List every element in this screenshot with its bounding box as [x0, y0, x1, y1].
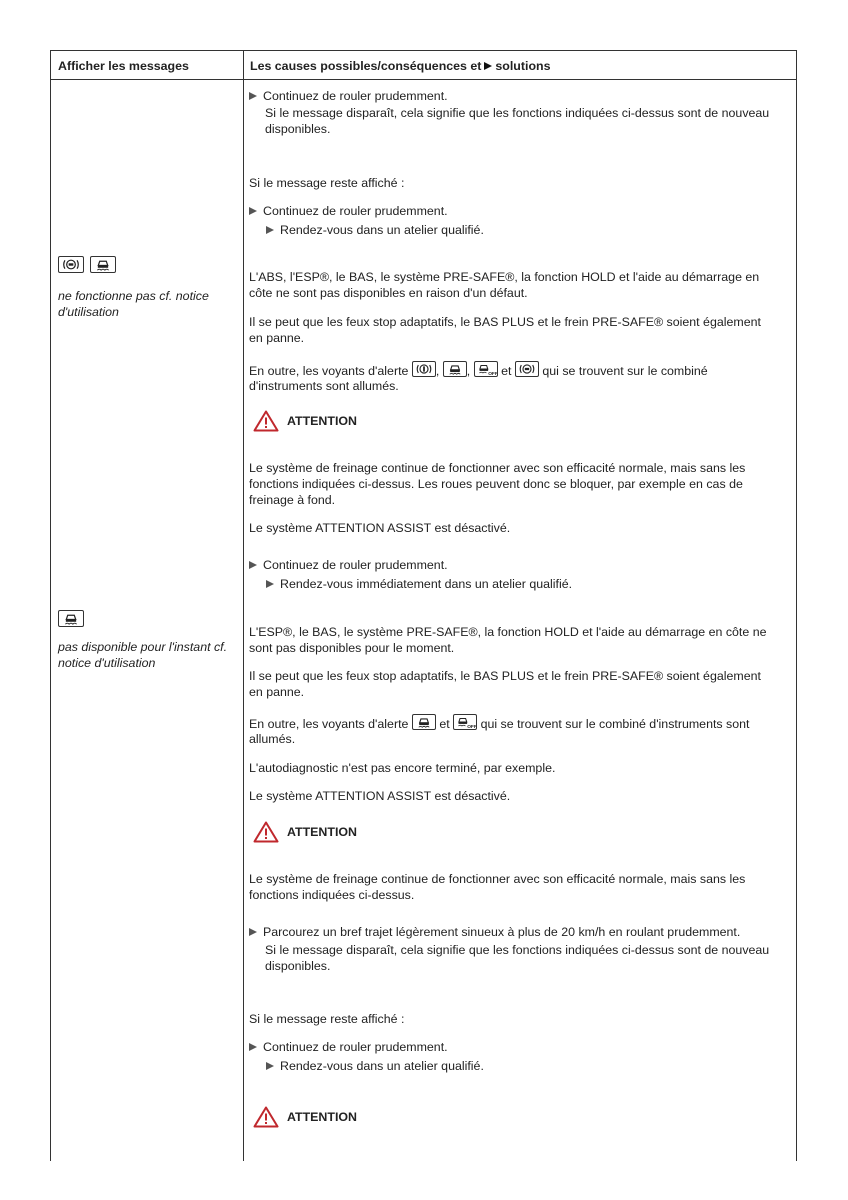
arrow-bullet-icon [266, 580, 274, 588]
attention-label-1: ATTENTION [287, 414, 357, 428]
brake-warning-icon [515, 361, 539, 377]
warning-triangle-icon [253, 410, 279, 432]
arrow-bullet-icon [249, 928, 257, 936]
bullet-continue-1-line3: disponibles. [265, 122, 331, 136]
abs-warning-icon [58, 256, 84, 273]
comma: , [466, 364, 471, 378]
s1-p2-line2: en panne. [249, 331, 305, 345]
bullet-text: Parcourez un bref trajet légèrement sinueux à plus de 20 km/h en roulant prudemment. [263, 925, 741, 939]
para-reste-1: Si le message reste affiché : [249, 176, 405, 190]
comma: , [435, 364, 440, 378]
bullet-text: Continuez de rouler prudemment. [263, 1040, 448, 1054]
arrow-bullet-icon [249, 92, 257, 100]
bullet-continue-3 [249, 557, 448, 573]
esp-off-icon [453, 714, 477, 730]
and-text: et [501, 364, 512, 378]
bullet-text: Rendez-vous dans un atelier qualifié. [280, 1059, 484, 1073]
esp-warning-icon [58, 610, 84, 627]
col-header-causes-text: Les causes possibles/conséquences et [250, 59, 482, 73]
arrow-bullet-icon [249, 561, 257, 569]
msg2-desc-line1: pas disponible pour l'instant cf. [58, 640, 228, 654]
s2-line1: L'ESP®, le BAS, le système PRE-SAFE®, la fonction HOLD et l'aide au démarrage en côte ne [249, 625, 767, 639]
s2-line2: sont pas disponibles pour le moment. [249, 641, 455, 655]
attention-label-2: ATTENTION [287, 825, 357, 839]
s1-p3-text-b: qui se trouvent sur le combiné [542, 364, 708, 378]
s2-p2-line2: en panne. [249, 685, 305, 699]
s2-p3-line1 [249, 714, 749, 732]
s2-p3-text-a: En outre, les voyants d'alerte [249, 717, 409, 731]
arrow-right-icon [484, 62, 492, 70]
s2-p6-line1: Le système de freinage continue de fonctionner avec son efficacité normale, mais sans les [249, 872, 746, 886]
esp-warning-icon [412, 714, 436, 730]
msg1-icons [58, 256, 116, 275]
s1-p2-line1: Il se peut que les feux stop adaptatifs, le BAS PLUS et le frein PRE-SAFE® soient également [249, 315, 761, 329]
s2-p2-line1: Il se peut que les feux stop adaptatifs, le BAS PLUS et le frein PRE-SAFE® soient également [249, 669, 761, 683]
bullet-text: Continuez de rouler prudemment. [263, 558, 448, 572]
s1-p3-line1 [249, 361, 708, 379]
s1-p5: Le système ATTENTION ASSIST est désactivé. [249, 521, 511, 535]
esp-off-icon [474, 361, 498, 377]
arrow-bullet-icon [266, 1062, 274, 1070]
arrow-bullet-icon [266, 226, 274, 234]
bullet-atelier-2 [266, 576, 572, 592]
column-divider [243, 51, 244, 1161]
bullet-continue-1-line2: Si le message disparaît, cela signifie que les fonctions indiquées ci-dessus sont de nouveau [265, 106, 770, 120]
bullet-continue-2 [249, 203, 448, 219]
bullet-trajet-line3: disponibles. [265, 959, 331, 973]
arrow-bullet-icon [249, 1043, 257, 1051]
col-header-solutions-text: solutions [495, 59, 551, 73]
bullet-continue-4 [249, 1039, 448, 1055]
s1-p4-line1: Le système de freinage continue de fonctionner avec son efficacité normale, mais sans les [249, 461, 746, 475]
bullet-atelier-1 [266, 222, 484, 238]
s1-line2: côte ne sont pas disponibles en raison d'un défaut. [249, 286, 528, 300]
bullet-text: Rendez-vous dans un atelier qualifié. [280, 223, 484, 237]
msg2-icons [58, 610, 84, 629]
s1-line1: L'ABS, l'ESP®, le BAS, le système PRE-SAFE®, la fonction HOLD et l'aide au démarrage en [249, 270, 760, 284]
s2-p6-line2: fonctions indiquées ci-dessus. [249, 888, 415, 902]
warning-triangle-icon [253, 821, 279, 843]
para-reste-2: Si le message reste affiché : [249, 1012, 405, 1026]
s1-p4-line3: freinage à fond. [249, 493, 336, 507]
bullet-text: Continuez de rouler prudemment. [263, 89, 448, 103]
msg1-desc-line1: ne fonctionne pas cf. notice [58, 289, 209, 303]
bullet-atelier-3 [266, 1058, 484, 1074]
warning-triangle-icon [253, 1106, 279, 1128]
arrow-bullet-icon [249, 207, 257, 215]
s1-p3-line2: d'instruments sont allumés. [249, 379, 399, 393]
bullet-trajet-line2: Si le message disparaît, cela signifie que les fonctions indiquées ci-dessus sont de nouveau [265, 943, 770, 957]
abs-warning-icon [412, 361, 436, 377]
col-header-messages: Afficher les messages [58, 59, 189, 73]
esp-warning-icon [443, 361, 467, 377]
attention-label-3: ATTENTION [287, 1110, 357, 1124]
table-header [51, 51, 796, 80]
msg2-desc-line2: notice d'utilisation [58, 656, 156, 670]
bullet-text: Continuez de rouler prudemment. [263, 204, 448, 218]
msg1-desc-line2: d'utilisation [58, 305, 119, 319]
bullet-trajet [249, 924, 740, 940]
bullet-text: Rendez-vous immédiatement dans un atelier qualifié. [280, 577, 573, 591]
s2-p4: L'autodiagnostic n'est pas encore terminé, par exemple. [249, 761, 556, 775]
and-text: et [439, 717, 450, 731]
s2-p3-line2: allumés. [249, 732, 296, 746]
s2-p3-text-b: qui se trouvent sur le combiné d'instruments sont [480, 717, 750, 731]
s2-p5: Le système ATTENTION ASSIST est désactivé. [249, 789, 511, 803]
s1-p3-text-a: En outre, les voyants d'alerte [249, 364, 409, 378]
s1-p4-line2: fonctions indiquées ci-dessus. Les roues peuvent donc se bloquer, par exemple en cas de [249, 477, 743, 491]
col-header-causes [250, 59, 550, 73]
bullet-continue-1 [249, 88, 448, 104]
esp-warning-icon [90, 256, 116, 273]
